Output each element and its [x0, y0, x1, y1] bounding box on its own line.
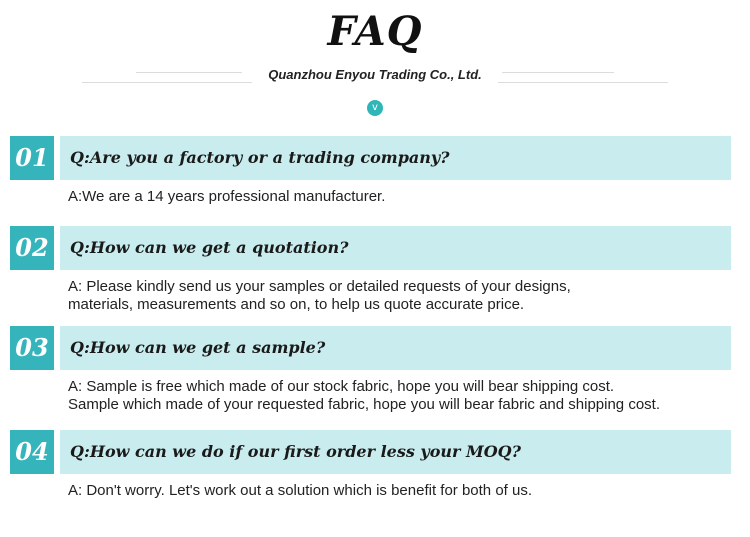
answer-line: A: Don't worry. Let's work out a solution which is benefit for both of us.	[68, 482, 533, 499]
faq-answer	[68, 482, 738, 500]
faq-answer	[68, 278, 738, 314]
divider-line	[502, 72, 614, 73]
faq-number: 04	[10, 430, 54, 474]
page-title: FAQ	[327, 8, 423, 55]
answer-line: Sample which made of your requested fabric, hope you will bear fabric and shipping cost.	[68, 396, 660, 413]
question-bar	[60, 430, 731, 474]
faq-answer	[68, 378, 738, 414]
faq-item	[0, 226, 750, 316]
faq-item	[0, 136, 750, 226]
faq-question: Q:How can we do if our first order less your MOQ?	[70, 442, 521, 461]
company-name: Quanzhou Enyou Trading Co., Ltd.	[268, 67, 482, 82]
faq-question: Q:How can we get a sample?	[70, 338, 326, 357]
faq-question: Q:How can we get a quotation?	[70, 238, 349, 257]
answer-line: materials, measurements and so on, to help us quote accurate price.	[68, 296, 525, 313]
answer-line: A:We are a 14 years professional manufacturer.	[68, 188, 386, 205]
faq-question: Q:Are you a factory or a trading company?	[70, 148, 450, 167]
faq-item	[0, 430, 750, 520]
faq-number: 02	[10, 226, 54, 270]
faq-item	[0, 326, 750, 416]
question-bar	[60, 136, 731, 180]
faq-answer	[68, 188, 738, 206]
chevron-down-icon: v	[367, 100, 383, 116]
divider-line	[498, 82, 668, 83]
answer-line: A: Sample is free which made of our stock fabric, hope you will bear shipping cost.	[68, 378, 615, 395]
question-bar	[60, 326, 731, 370]
question-bar	[60, 226, 731, 270]
answer-line: A: Please kindly send us your samples or detailed requests of your designs,	[68, 278, 571, 295]
faq-number: 01	[10, 136, 54, 180]
faq-number: 03	[10, 326, 54, 370]
